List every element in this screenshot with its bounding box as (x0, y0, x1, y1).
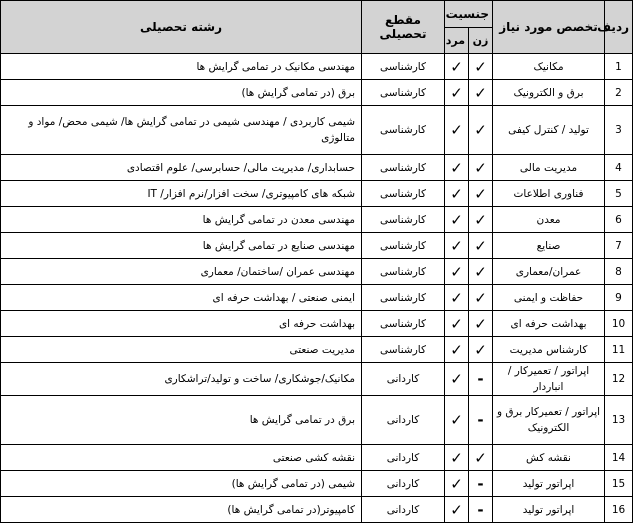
header-male: مرد (445, 28, 469, 54)
row-field: شبکه های کامپیوتری/ سخت افزار/نرم افزار/ IT (1, 181, 362, 207)
row-specialty: برق و الکترونیک (493, 80, 605, 106)
row-female-mark: ✓ (469, 259, 493, 285)
row-specialty: کارشناس مدیریت (493, 337, 605, 363)
row-index: 5 (605, 181, 633, 207)
row-index: 7 (605, 233, 633, 259)
row-female-mark: - (469, 396, 493, 445)
row-degree: کارشناسی (362, 259, 445, 285)
row-field: شیمی کاربردی / مهندسی شیمی در تمامی گرایش ها/ شیمی محض/ مواد و متالوژی (1, 106, 362, 155)
row-field: شیمی (در تمامی گرایش ها) (1, 471, 362, 497)
row-degree: کارشناسی (362, 337, 445, 363)
row-specialty: اپراتور تولید (493, 471, 605, 497)
row-degree: کاردانی (362, 497, 445, 523)
row-female-mark: ✓ (469, 233, 493, 259)
table-row (1, 106, 633, 155)
row-female-mark: ✓ (469, 311, 493, 337)
row-female-mark: ✓ (469, 207, 493, 233)
row-degree: کاردانی (362, 471, 445, 497)
table-row (1, 54, 633, 80)
table-row (1, 337, 633, 363)
row-field: بهداشت حرفه ای (1, 311, 362, 337)
row-index: 16 (605, 497, 633, 523)
row-male-mark: ✓ (445, 311, 469, 337)
header-degree: مقطع تحصیلی (362, 1, 445, 54)
table-body (1, 54, 633, 523)
row-field: حسابداری/ مدیریت مالی/ حسابرسی/ علوم اقتصادی (1, 155, 362, 181)
row-male-mark: ✓ (445, 259, 469, 285)
row-field: مهندسی صنایع در تمامی گرایش ها (1, 233, 362, 259)
row-degree: کارشناسی (362, 311, 445, 337)
row-female-mark: ✓ (469, 337, 493, 363)
row-degree: کارشناسی (362, 54, 445, 80)
row-specialty: اپراتور تولید (493, 497, 605, 523)
row-degree: کارشناسی (362, 181, 445, 207)
table-row (1, 363, 633, 396)
table-row (1, 396, 633, 445)
table-row (1, 471, 633, 497)
row-degree: کارشناسی (362, 155, 445, 181)
row-specialty: مدیریت مالی (493, 155, 605, 181)
row-index: 11 (605, 337, 633, 363)
row-specialty: بهداشت حرفه ای (493, 311, 605, 337)
row-field: مهندسی معدن در تمامی گرایش ها (1, 207, 362, 233)
row-female-mark: ✓ (469, 285, 493, 311)
header-female: زن (469, 28, 493, 54)
table-row (1, 181, 633, 207)
row-index: 6 (605, 207, 633, 233)
row-female-mark: ✓ (469, 181, 493, 207)
row-degree: کاردانی (362, 396, 445, 445)
header-idx: ردیف (605, 1, 633, 54)
row-female-mark: ✓ (469, 445, 493, 471)
row-degree: کارشناسی (362, 106, 445, 155)
row-male-mark: ✓ (445, 54, 469, 80)
row-index: 8 (605, 259, 633, 285)
table-row (1, 207, 633, 233)
table-row (1, 445, 633, 471)
row-specialty: حفاظت و ایمنی (493, 285, 605, 311)
table-row (1, 80, 633, 106)
row-male-mark: ✓ (445, 181, 469, 207)
row-female-mark: ✓ (469, 155, 493, 181)
row-field: مدیریت صنعتی (1, 337, 362, 363)
row-specialty: فناوری اطلاعات (493, 181, 605, 207)
table-row (1, 311, 633, 337)
row-female-mark: - (469, 497, 493, 523)
row-field: مکانیک/جوشکاری/ ساخت و تولید/تراشکاری (1, 363, 362, 396)
row-index: 10 (605, 311, 633, 337)
row-female-mark: ✓ (469, 80, 493, 106)
row-field: ایمنی صنعتی / بهداشت حرفه ای (1, 285, 362, 311)
row-index: 15 (605, 471, 633, 497)
row-specialty: مکانیک (493, 54, 605, 80)
row-male-mark: ✓ (445, 80, 469, 106)
row-male-mark: ✓ (445, 155, 469, 181)
row-specialty: تولید / کنترل کیفی (493, 106, 605, 155)
table-row (1, 497, 633, 523)
table-row (1, 285, 633, 311)
row-male-mark: ✓ (445, 285, 469, 311)
row-male-mark: ✓ (445, 337, 469, 363)
header-field: رشته تحصیلی (1, 1, 362, 54)
row-degree: کاردانی (362, 445, 445, 471)
table-row (1, 155, 633, 181)
row-male-mark: ✓ (445, 445, 469, 471)
row-male-mark: ✓ (445, 233, 469, 259)
row-male-mark: ✓ (445, 497, 469, 523)
row-field: نقشه کشی صنعتی (1, 445, 362, 471)
row-male-mark: ✓ (445, 363, 469, 396)
row-index: 2 (605, 80, 633, 106)
row-field: برق در تمامی گرایش ها (1, 396, 362, 445)
row-male-mark: ✓ (445, 471, 469, 497)
row-index: 4 (605, 155, 633, 181)
row-specialty: معدن (493, 207, 605, 233)
row-index: 3 (605, 106, 633, 155)
header-gender: جنسیت (445, 1, 493, 28)
row-degree: کارشناسی (362, 285, 445, 311)
row-specialty: اپراتور / تعمیرکار / انباردار (493, 363, 605, 396)
row-index: 1 (605, 54, 633, 80)
row-index: 13 (605, 396, 633, 445)
row-male-mark: ✓ (445, 207, 469, 233)
row-index: 14 (605, 445, 633, 471)
row-index: 9 (605, 285, 633, 311)
row-field: برق (در تمامی گرایش ها) (1, 80, 362, 106)
row-field: مهندسی مکانیک در تمامی گرایش ها (1, 54, 362, 80)
row-degree: کارشناسی (362, 207, 445, 233)
row-field: کامپیوتر(در تمامی گرایش ها) (1, 497, 362, 523)
row-specialty: اپراتور / تعمیرکار برق و الکترونیک (493, 396, 605, 445)
table-row (1, 259, 633, 285)
table-row (1, 233, 633, 259)
row-male-mark: ✓ (445, 106, 469, 155)
row-female-mark: ✓ (469, 106, 493, 155)
row-female-mark: - (469, 363, 493, 396)
header-specialty: تخصص مورد نیاز (493, 1, 605, 54)
row-specialty: عمران/معماری (493, 259, 605, 285)
row-male-mark: ✓ (445, 396, 469, 445)
row-degree: کارشناسی (362, 80, 445, 106)
row-specialty: نقشه کش (493, 445, 605, 471)
row-index: 12 (605, 363, 633, 396)
row-female-mark: - (469, 471, 493, 497)
row-specialty: صنایع (493, 233, 605, 259)
row-degree: کاردانی (362, 363, 445, 396)
row-female-mark: ✓ (469, 54, 493, 80)
row-degree: کارشناسی (362, 233, 445, 259)
row-field: مهندسی عمران /ساختمان/ معماری (1, 259, 362, 285)
